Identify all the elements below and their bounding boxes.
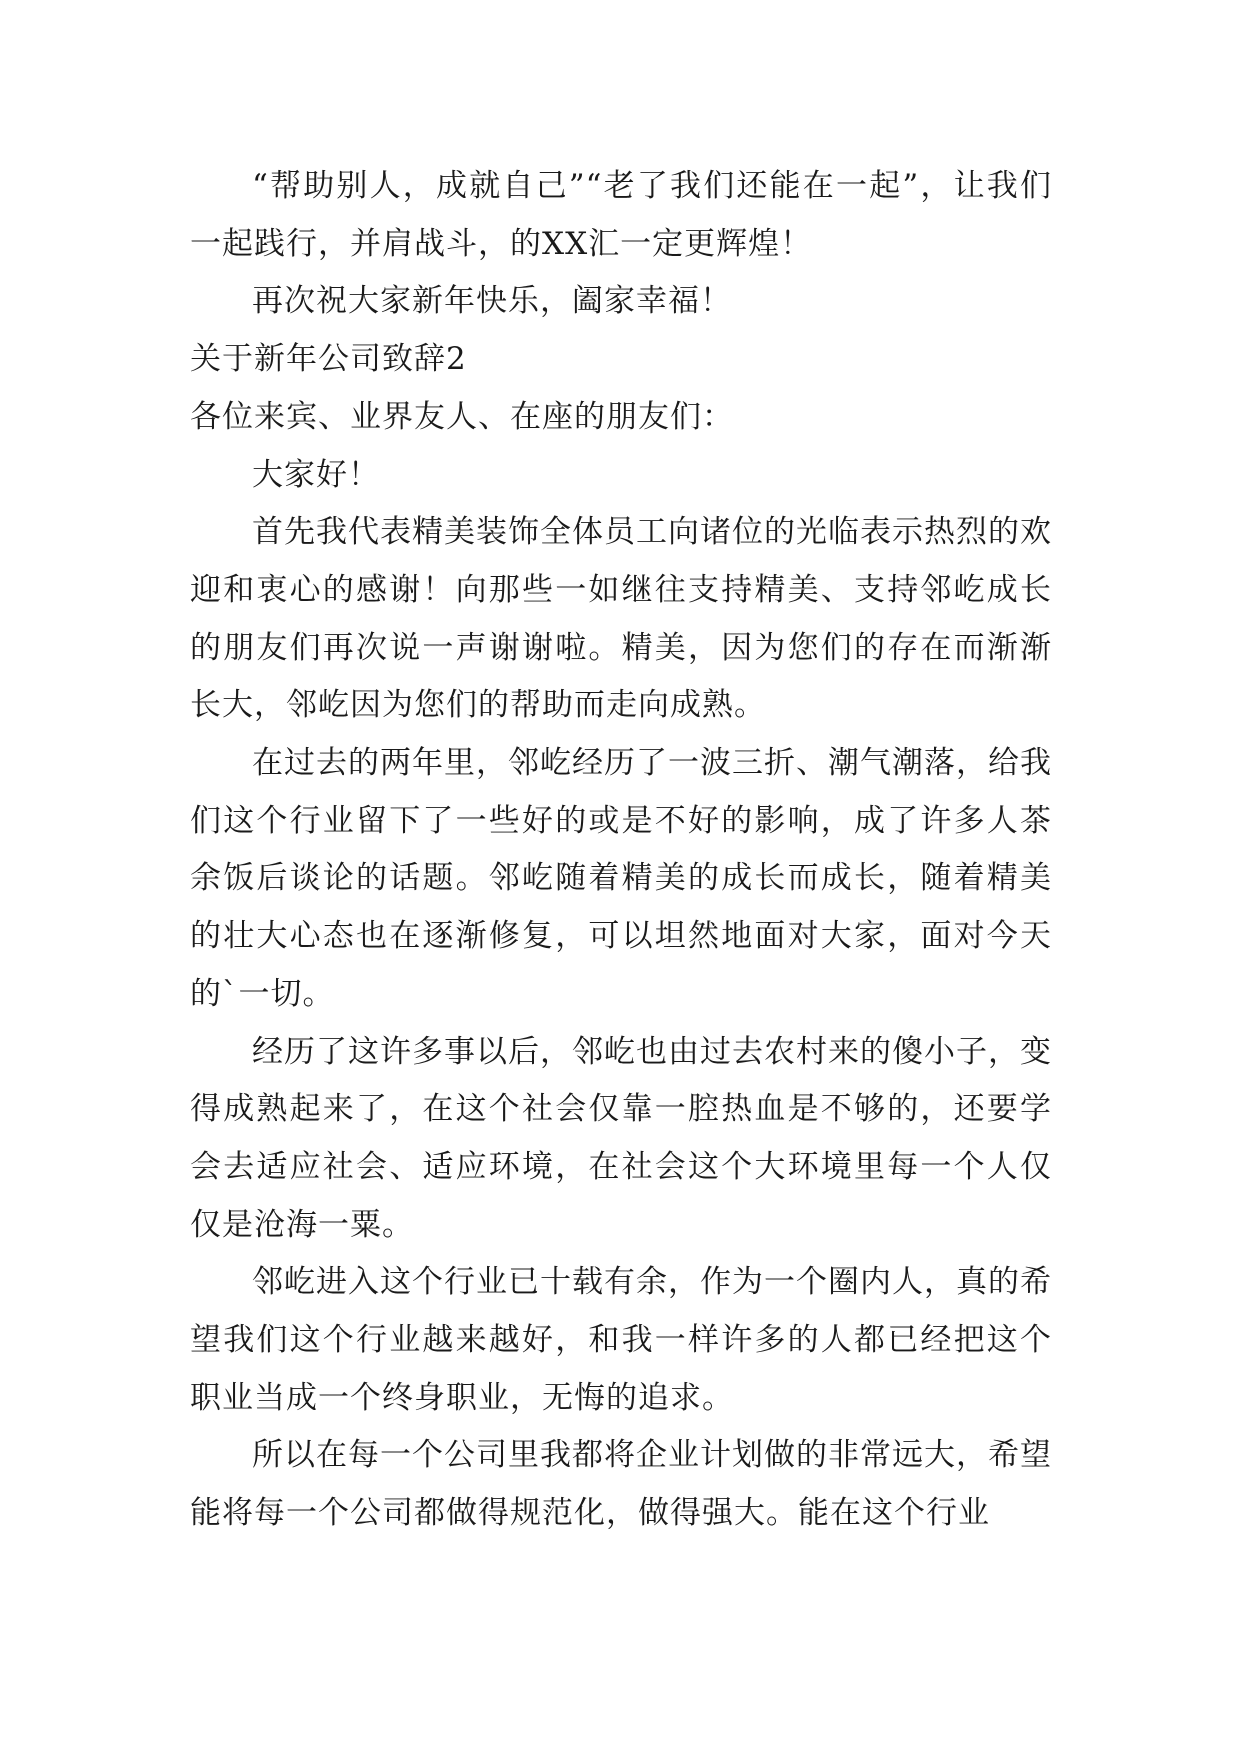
paragraph-new-year-wishes: 再次祝大家新年快乐，阖家幸福！: [252, 283, 732, 320]
paragraph-past-two-years: 在过去的两年里，邻屹经历了一波三折、潮气潮落，给我们这个行业留下了一些好的或是不好的影响，成了许多人茶余饭后谈论的话题。邻屹随着精美的成长而成长，随着精美的壮大心态也在逐渐修复，可以坦然地面对大家，面对今天的`一切。: [190, 745, 1052, 1012]
salutation: 各位来宾、业界友人、在座的朋友们：: [190, 398, 734, 435]
paragraph-industry-hope: 邻屹进入这个行业已十载有余，作为一个圈内人，真的希望我们这个行业越来越好，和我一样许多的人都已经把这个职业当成一个终身职业，无悔的追求。: [190, 1264, 1052, 1416]
paragraph-experience: 经历了这许多事以后，邻屹也由过去农村来的傻小子，变得成熟起来了，在这个社会仅靠一腔热血是不够的，还要学会去适应社会、适应环境，在社会这个大环境里每一个人仅仅是沧海一粟。: [190, 1033, 1052, 1243]
section-heading: 关于新年公司致辞2: [190, 341, 467, 378]
paragraph-company-plans: 所以在每一个公司里我都将企业计划做的非常远大，希望能将每一个公司都做得规范化，做得强大。能在这个行业: [190, 1437, 1052, 1532]
greeting: 大家好！: [252, 456, 380, 493]
document-body: [190, 158, 1052, 1543]
paragraph-welcome: 首先我代表精美装饰全体员工向诸位的光临表示热烈的欢迎和衷心的感谢！向那些一如继往支持精美、支持邻屹成长的朋友们再次说一声谢谢啦。精美，因为您们的存在而渐渐长大，邻屹因为您们的帮助而走向成熟。: [190, 514, 1052, 724]
paragraph-closing-slogan: “帮助别人，成就自己”“老了我们还能在一起”，让我们一起践行，并肩战斗，的XX汇一定更辉煌！: [190, 168, 1052, 262]
